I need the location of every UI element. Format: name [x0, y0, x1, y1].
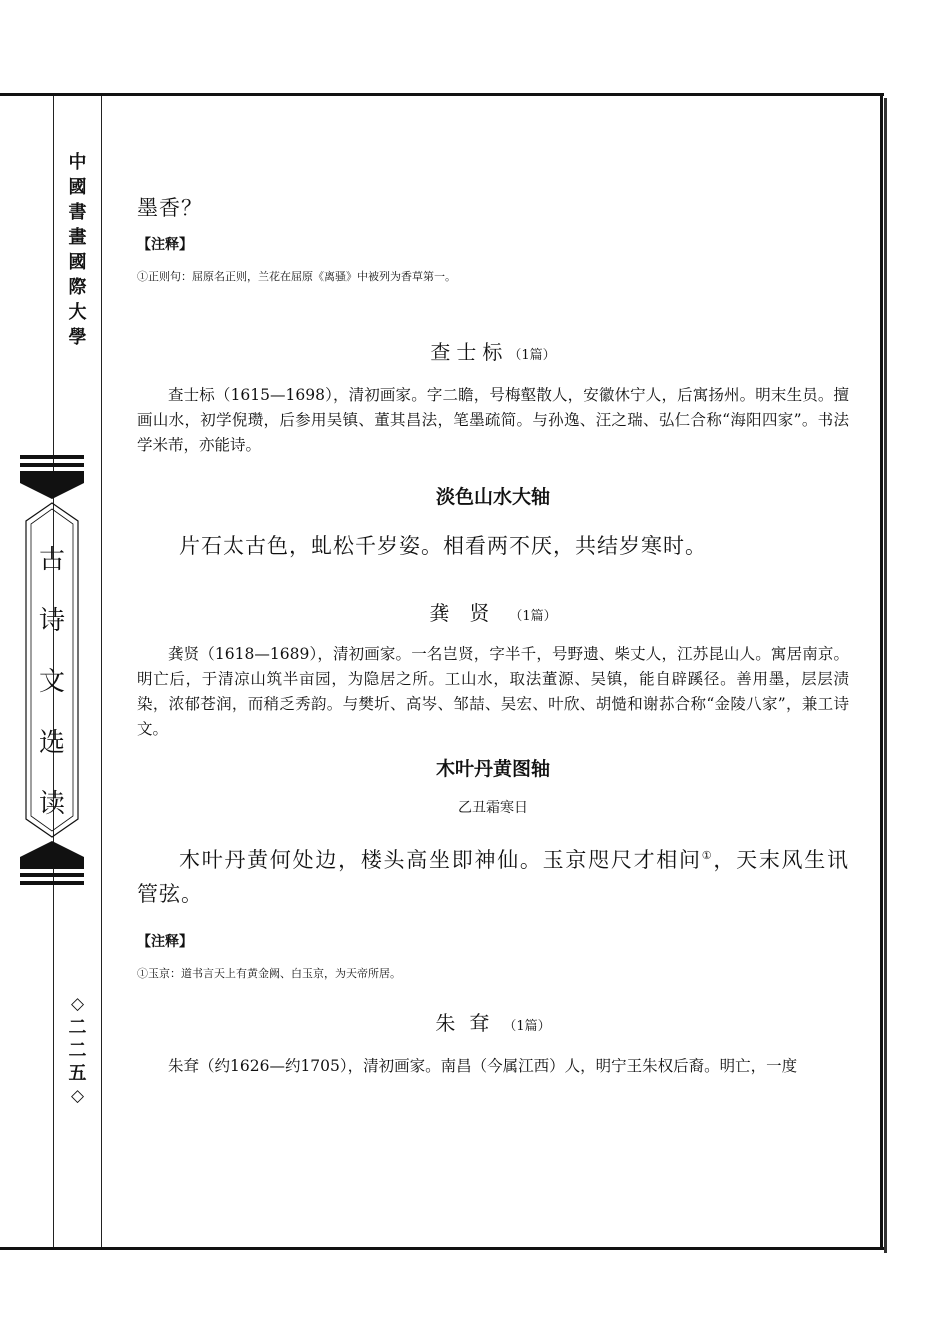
sidebar-char: 國: [68, 252, 87, 273]
book-title-char: 古: [38, 545, 65, 575]
author-heading: [137, 1007, 849, 1036]
page-number-char: 五: [68, 1063, 87, 1084]
sidebar-rule-right: [101, 96, 102, 1247]
book-title-char: 文: [38, 667, 65, 697]
page-frame-bottom: [0, 1247, 884, 1250]
page-marker-top: ◇: [70, 994, 85, 1014]
page-frame-shadow: [884, 98, 887, 1253]
poem-text: 片石太古色，虬松千岁姿。相看两不厌，共结岁寒时。: [179, 534, 707, 558]
poem-text: [137, 839, 849, 911]
intro-line: 墨香？: [137, 196, 203, 220]
page-number: [54, 993, 101, 1108]
sidebar-publisher: [54, 150, 101, 350]
sidebar-char: 大: [68, 302, 87, 323]
page-marker-bottom: ◇: [70, 1086, 85, 1106]
author-work-count: （1篇）: [509, 609, 557, 624]
footnote: ①玉京：道书言天上有黄金阙、白玉京，为天帝所居。: [137, 967, 401, 980]
work-title: 淡色山水大轴: [435, 486, 550, 508]
page-number-char: 二: [68, 1017, 87, 1038]
sidebar-char: 畫: [68, 227, 87, 248]
note-heading: 【注释】: [137, 934, 193, 950]
author-bio: 龚贤（1618—1689），清初画家。一名岂贤，字半千，号野遗、柴丈人，江苏昆山人。寓居南京。明亡后，于清凉山筑半亩园，为隐居之所。工山水，取法董源、吴镇，能自辟蹊径。善用墨，层层渍染，浓郁苍润，而稍乏秀韵。与樊圻、高岑、邹喆、吴宏、叶欣、胡慥和谢荪合称“金陵八家”，兼工诗文。: [137, 645, 849, 738]
sidebar-char: 書: [68, 202, 87, 223]
sidebar-char: 學: [68, 327, 87, 348]
main-text: [137, 190, 849, 1079]
page-frame-top: [0, 93, 884, 96]
page-frame-right: [880, 93, 883, 1250]
author-name: 朱耷: [435, 1011, 504, 1035]
footnote-marker: ①: [701, 849, 714, 862]
author-name: 查士标: [430, 340, 509, 364]
author-heading: [137, 336, 849, 365]
sidebar-char: 際: [68, 277, 87, 298]
work-title: 木叶丹黄图轴: [435, 758, 550, 780]
author-heading: [137, 597, 849, 626]
author-bio: 朱耷（约1626—约1705），清初画家。南昌（今属江西）人，明宁王朱权后裔。明亡，一度: [168, 1057, 798, 1075]
book-title-char: 诗: [38, 606, 65, 636]
sidebar-book-title: [20, 530, 84, 835]
book-title-char: 选: [38, 728, 65, 758]
author-work-count: （1篇）: [503, 1019, 551, 1034]
sidebar-char: 國: [68, 177, 87, 198]
author-work-count: （1篇）: [508, 348, 556, 363]
author-bio: 查士标（1615—1698），清初画家。字二瞻，号梅壑散人，安徽休宁人，后寓扬州。明末生员。擅画山水，初学倪瓒，后参用吴镇、董其昌法，笔墨疏简。与孙逸、汪之瑞、弘仁合称“海阳四家”。书法学米芾，亦能诗。: [137, 386, 849, 454]
poem-line: 木叶丹黄何处边，楼头高坐即神仙。玉京咫尺才相问: [179, 848, 702, 872]
author-name: 龚贤: [429, 601, 510, 625]
work-subtitle: 乙丑霜寒日: [458, 800, 528, 816]
page-number-char: 二: [68, 1040, 87, 1061]
book-title-char: 读: [38, 789, 65, 819]
note-heading: 【注释】: [137, 237, 193, 253]
sidebar-char: 中: [68, 152, 87, 173]
poem-line: ，天末风生讯管弦。: [137, 848, 850, 906]
footnote: ①正则句：屈原名正则，兰花在屈原《离骚》中被列为香草第一。: [137, 270, 456, 283]
